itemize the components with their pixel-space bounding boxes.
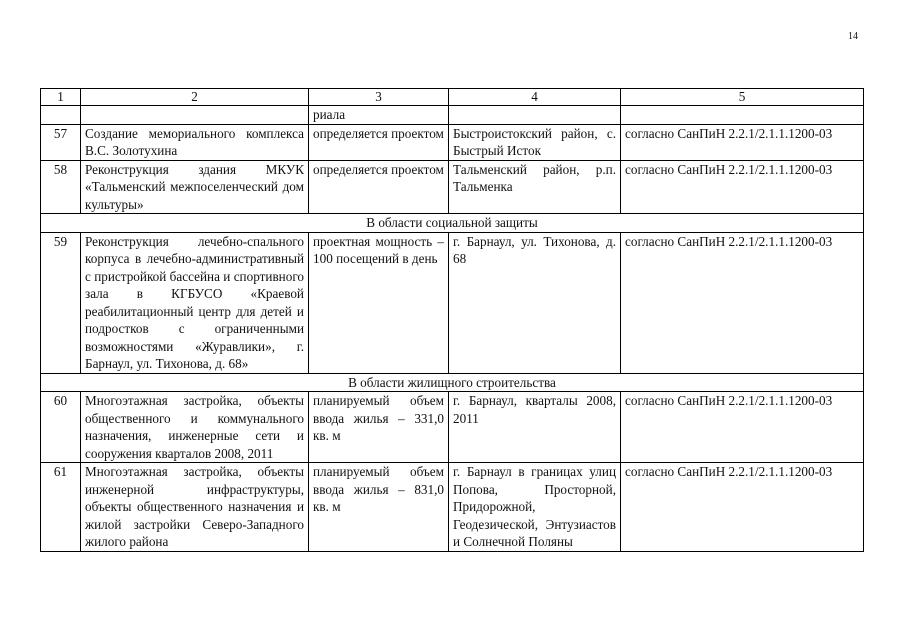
object-location: г. Барнаул, ул. Тихонова, д. 68 bbox=[449, 232, 621, 373]
row-number: 60 bbox=[41, 392, 81, 463]
object-name: Создание мемориального комплекса В.С. Золотухина bbox=[81, 124, 309, 160]
column-number-header: 5 bbox=[621, 89, 864, 106]
continuation-text: риала bbox=[309, 106, 449, 125]
table-row bbox=[41, 160, 864, 214]
row-number: 58 bbox=[41, 160, 81, 214]
object-name: Многоэтажная застройка, объекты общественного и коммунального назначения, инженерные сети и сооружения кварталов 2008, 2011 bbox=[81, 392, 309, 463]
section-title-housing: В области жилищного строительства bbox=[41, 373, 864, 392]
object-norm: согласно СанПиН 2.2.1/2.1.1.1200-03 bbox=[621, 463, 864, 552]
column-number-header-row bbox=[41, 89, 864, 106]
object-name: Реконструкция здания МКУК «Тальменский межпоселенческий дом культуры» bbox=[81, 160, 309, 214]
object-capacity: проектная мощность – 100 посещений в день bbox=[309, 232, 449, 373]
object-capacity: планируемый объем ввода жилья – 831,0 кв. м bbox=[309, 463, 449, 552]
object-name: Реконструкция лечебно-спального корпуса в лечебно-административный с пристройкой бассейна и спортивного зала в КГБУСО «Краевой реабилитационный центр для детей и подростков с ограниченными возможностями «Журавлики», г. Барнаул, ул. Тихонова, д. 68» bbox=[81, 232, 309, 373]
row-number: 61 bbox=[41, 463, 81, 552]
section-title-social: В области социальной защиты bbox=[41, 214, 864, 233]
row-number: 59 bbox=[41, 232, 81, 373]
table-row bbox=[41, 232, 864, 373]
continuation-cell bbox=[41, 106, 81, 125]
object-location: Быстроистокский район, с. Быстрый Исток bbox=[449, 124, 621, 160]
object-location: г. Барнаул в границах улиц Попова, Просторной, Придорожной, Геодезической, Энтузиастов и Солнечной Поляны bbox=[449, 463, 621, 552]
table-row bbox=[41, 124, 864, 160]
continuation-cell bbox=[621, 106, 864, 125]
object-norm: согласно СанПиН 2.2.1/2.1.1.1200-03 bbox=[621, 392, 864, 463]
object-capacity: планируемый объем ввода жилья – 331,0 кв. м bbox=[309, 392, 449, 463]
object-location: г. Барнаул, кварталы 2008, 2011 bbox=[449, 392, 621, 463]
table-row bbox=[41, 392, 864, 463]
row-number: 57 bbox=[41, 124, 81, 160]
object-capacity: определяется проектом bbox=[309, 124, 449, 160]
table-row bbox=[41, 463, 864, 552]
object-location: Тальменский район, р.п. Тальменка bbox=[449, 160, 621, 214]
page-number: 14 bbox=[848, 31, 858, 42]
column-number-header: 1 bbox=[41, 89, 81, 106]
section-row bbox=[41, 373, 864, 392]
continuation-cell bbox=[81, 106, 309, 125]
object-capacity: определяется проектом bbox=[309, 160, 449, 214]
section-row bbox=[41, 214, 864, 233]
column-number-header: 4 bbox=[449, 89, 621, 106]
object-norm: согласно СанПиН 2.2.1/2.1.1.1200-03 bbox=[621, 124, 864, 160]
continuation-row bbox=[41, 106, 864, 125]
objects-table bbox=[40, 88, 864, 552]
continuation-cell bbox=[449, 106, 621, 125]
object-name: Многоэтажная застройка, объекты инженерной инфраструктуры, объекты общественного назначения и жилой застройки Северо-Западного жилого района bbox=[81, 463, 309, 552]
object-norm: согласно СанПиН 2.2.1/2.1.1.1200-03 bbox=[621, 160, 864, 214]
column-number-header: 2 bbox=[81, 89, 309, 106]
object-norm: согласно СанПиН 2.2.1/2.1.1.1200-03 bbox=[621, 232, 864, 373]
column-number-header: 3 bbox=[309, 89, 449, 106]
